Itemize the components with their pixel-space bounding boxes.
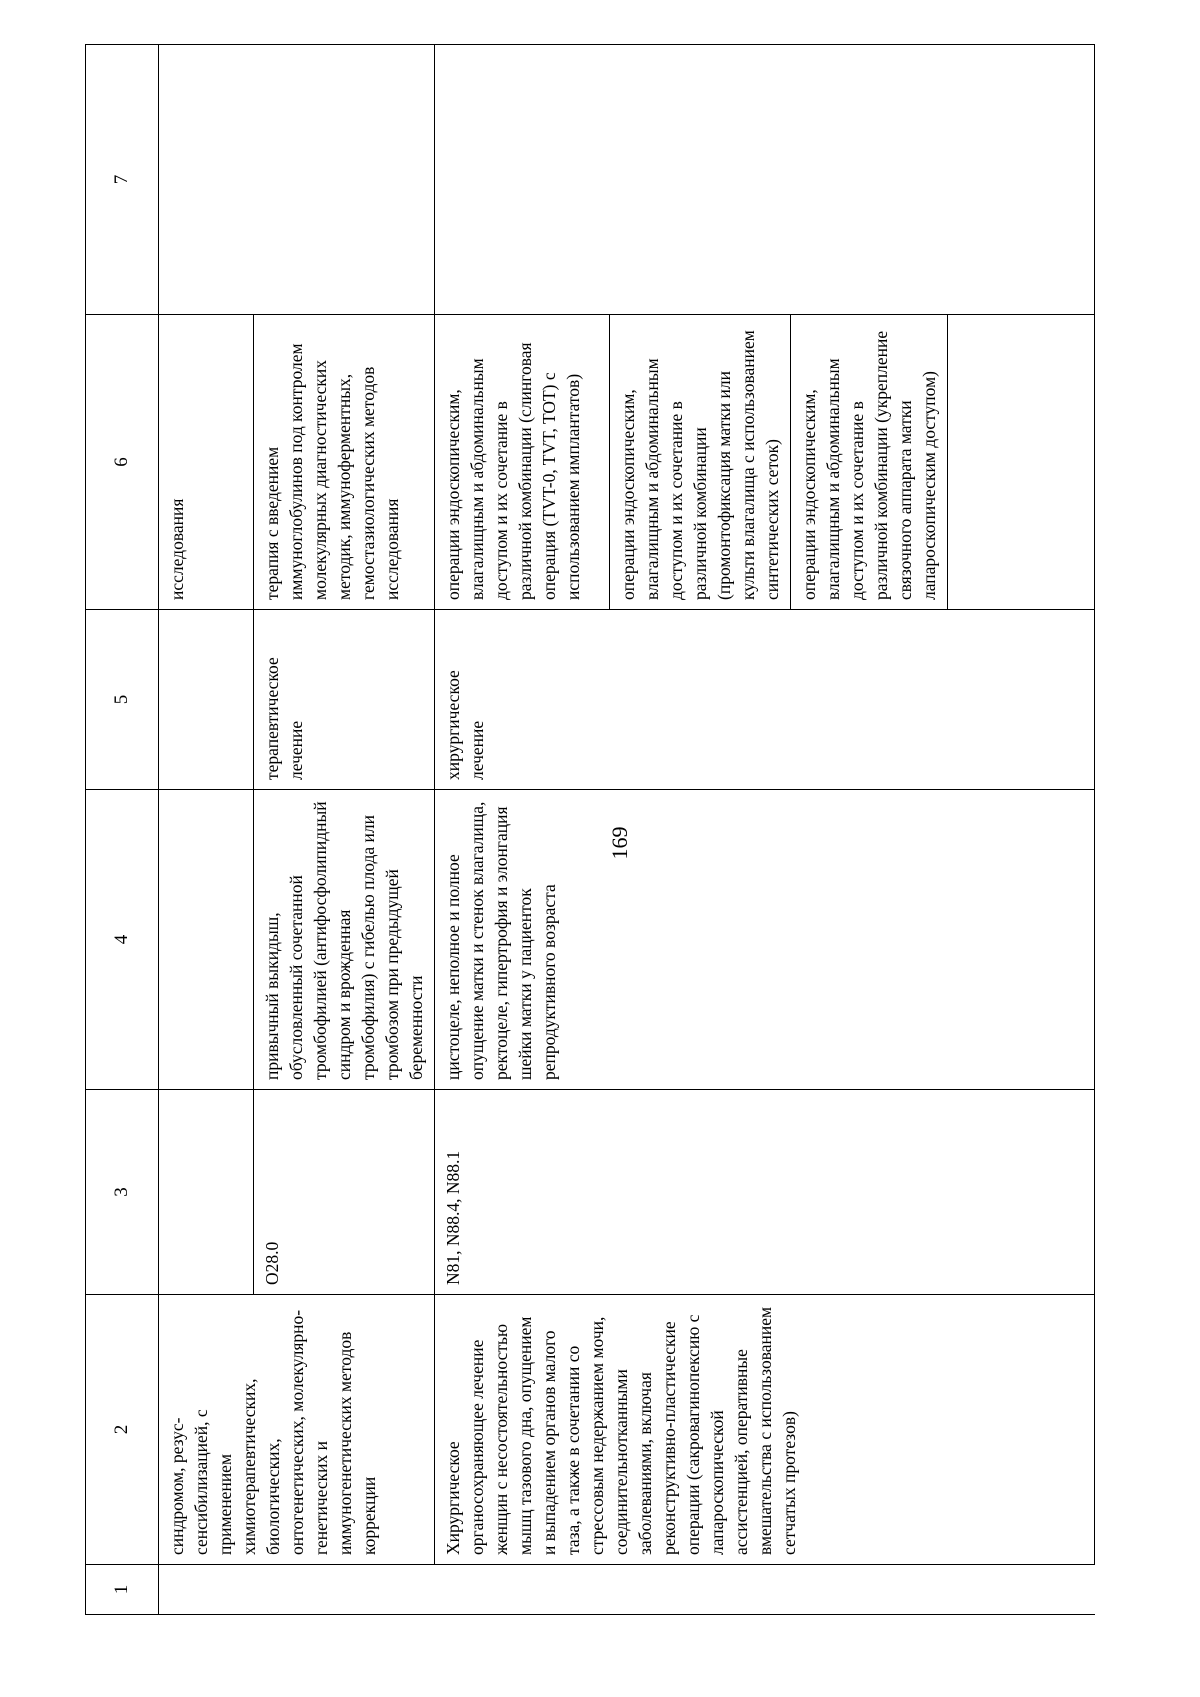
table-cell-col6 — [1068, 315, 1095, 610]
rotated-page-content — [85, 45, 1095, 1615]
table-cell-col4: привычный выкидыш, обусловленный сочетанной тромбофилией (антифосфолипидный синдром и врожденная тромбофилия) с гибелью плода или тромбозом при предыдущей беременности — [254, 790, 435, 1090]
table-cell-col6 — [948, 315, 1008, 610]
header-col-4: 4 — [86, 790, 159, 1090]
header-col-3: 3 — [86, 1090, 159, 1295]
table-cell-col7 — [435, 45, 1095, 315]
table-cell-col3: O28.0 — [254, 1090, 435, 1295]
table-cell-col6: операции эндоскопическим, влагалищным и абдоминальным доступом и их сочетание в различной комбинации (укрепление связочного аппарата матки лапароскопическим доступом) — [791, 315, 948, 610]
table-cell-col6: терапия с введением иммуноглобулинов под контролем молекулярных диагностических методик, иммуноферментных, гемостазиологических методов исследования — [254, 315, 435, 610]
table-cell-col2: Хирургическое органосохраняющее лечение женщин с несостоятельностью мышц тазового дна, опущением и выпадением органов малого таза, а также в сочетании со стрессовым недержанием мочи, соединительнотканными заболеваниями, включая реконструктивно-пластические операции (сакровагинопексию с лапароскопической ассистенцией, оперативные вмешательства с использованием сетчатых протезов) — [435, 1295, 1095, 1565]
table-cell-col3: N81, N88.4, N88.1 — [435, 1090, 1095, 1295]
table-row — [435, 45, 610, 1615]
table-cell-col5 — [159, 610, 254, 790]
table-header-row — [86, 45, 159, 1615]
table-cell-col6: операции эндоскопическим, влагалищным и абдоминальным доступом и их сочетание в различной комбинации (слинговая операция (TVT-0, TVT, TOT) с использованием имплантатов) — [435, 315, 610, 610]
page-number: 169 — [607, 826, 632, 860]
table-cell-col6 — [1008, 315, 1068, 610]
table-cell-col6: исследования — [159, 315, 254, 610]
header-col-7: 7 — [86, 45, 159, 315]
table-row — [159, 45, 254, 1615]
table-cell-col7 — [159, 45, 435, 315]
table-cell-col4: цистоцеле, неполное и полное опущение матки и стенок влагалища, ректоцеле, гипертрофия и элонгация шейки матки у пациенток репродуктивного возраста — [435, 790, 1095, 1090]
table-cell-col3 — [159, 1090, 254, 1295]
table-cell-col5: хирургическое лечение — [435, 610, 1095, 790]
table-cell-col6: операции эндоскопическим, влагалищным и абдоминальным доступом и их сочетание в различной комбинации (промонтофиксация матки или культи влагалища с использованием синтетических сеток) — [610, 315, 791, 610]
header-col-2: 2 — [86, 1295, 159, 1565]
table-cell-col5: терапевтическое лечение — [254, 610, 435, 790]
table-cell-col1 — [159, 1565, 1095, 1615]
table-cell-col2: синдромом, резус-сенсибилизацией, с применением химиотерапевтических, биологических, онтогенетических, молекулярно-генетических и иммуногенетических методов коррекции — [159, 1295, 435, 1565]
header-col-6: 6 — [86, 315, 159, 610]
table-cell-col4 — [159, 790, 254, 1090]
header-col-5: 5 — [86, 610, 159, 790]
header-col-1: 1 — [86, 1565, 159, 1615]
medical-care-table — [85, 44, 1095, 1615]
